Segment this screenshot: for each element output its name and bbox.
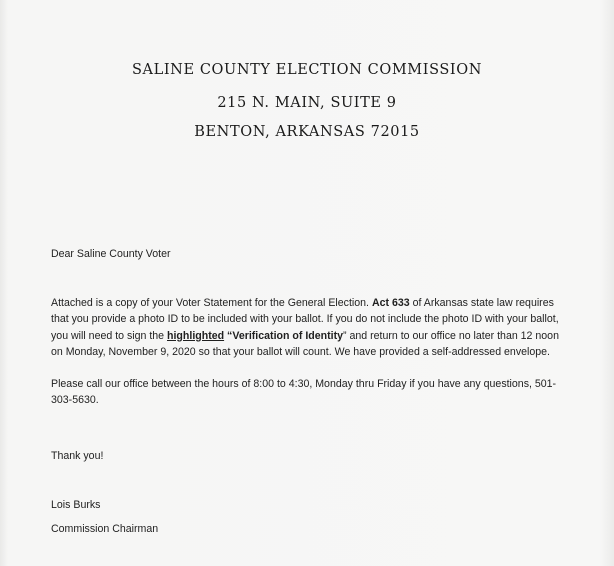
para1-text-2: of Arkansas state law requires that you provide a photo ID to be included with your ballot. If you do not include the photo ID with your ballot, you will need to sign the bbox=[51, 297, 559, 342]
para1-open-quote: “ bbox=[224, 329, 233, 342]
paragraph-voter-statement bbox=[51, 295, 571, 360]
paragraph-contact-info: Please call our office between the hours of 8:00 to 4:30, Monday thru Friday if you have any questions, 501-303-5630. bbox=[51, 378, 557, 407]
salutation: Dear Saline County Voter bbox=[51, 248, 171, 260]
closing-thank-you: Thank you! bbox=[51, 450, 104, 462]
letterhead-org-name: SALINE COUNTY ELECTION COMMISSION bbox=[132, 62, 482, 78]
verification-of-identity: Verification of Identity bbox=[232, 329, 344, 342]
act-633-reference: Act 633 bbox=[371, 297, 410, 309]
letterhead-city-state-zip: BENTON, ARKANSAS 72015 bbox=[194, 124, 420, 140]
signer-name: Lois Burks bbox=[51, 499, 101, 511]
para1-text-1: Attached is a copy of your Voter Statement for the General Election. bbox=[51, 297, 372, 309]
highlighted-word: highlighted bbox=[167, 329, 225, 342]
signer-title: Commission Chairman bbox=[51, 523, 159, 535]
letterhead-street-address: 215 N. MAIN, SUITE 9 bbox=[217, 95, 397, 111]
para1-text-4: ” and return to our office no later than 12 noon on Monday, November 9, 2020 so that your ballot will count. We have provided a self-addressed envelope. bbox=[51, 329, 559, 358]
